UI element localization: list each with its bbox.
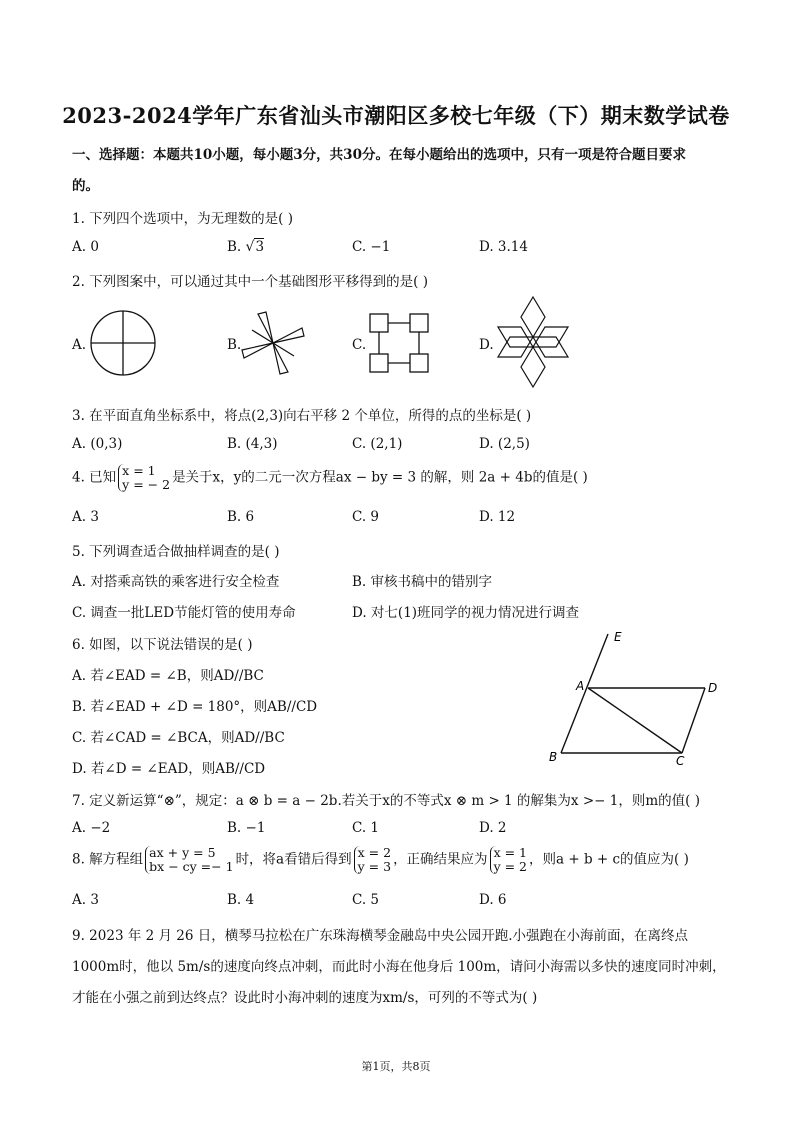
label-E: E: [614, 630, 622, 644]
q8-sys3-line2: y = 2: [493, 859, 527, 874]
q5-option-b: B. 审核书稿中的错别字: [352, 574, 493, 590]
label-A: A: [576, 679, 585, 693]
segment-AC: [588, 688, 682, 753]
q2-figure-b-pinwheel: [238, 308, 308, 378]
q4-option-c: C. 9: [352, 509, 380, 525]
q8-mid2: ，正确结果应为: [393, 851, 488, 868]
q3-option-b: B. (4,3): [227, 436, 278, 452]
q2-option-a: A.: [72, 337, 87, 353]
q4-equation-system: [118, 464, 170, 492]
q8-equation-system: [145, 846, 233, 874]
q6-option-c: C. 若∠CAD = ∠BCA，则AD//BC: [72, 730, 285, 746]
q2-stem: 2. 下列图案中，可以通过其中一个基础图形平移得到的是( ): [72, 274, 428, 290]
q1-option-d: D. 3.14: [479, 239, 528, 255]
q7-option-d: D. 2: [479, 820, 507, 836]
q8-pre: 8. 解方程组: [72, 851, 144, 868]
q8-option-b: B. 4: [227, 892, 255, 908]
q5-option-a: A. 对搭乘高铁的乘客进行安全检查: [72, 574, 280, 590]
q3-option-c: C. (2,1): [352, 436, 403, 452]
q2-option-c: C.: [352, 337, 367, 353]
q9-line2: 1000m时，他以 5m/s的速度向终点冲刺，而此时小海在他身后 100m，请问小海需以多快的速度同时冲刺，: [72, 959, 726, 975]
q4-post: 是关于x，y的二元一次方程ax − by = 3 的解，则 2a + 4b的值是( ): [172, 469, 588, 486]
q7-option-b: B. −1: [227, 820, 266, 836]
line-BE: [561, 634, 608, 753]
q3-option-a: A. (0,3): [72, 436, 123, 452]
q8-post: ，则a + b + c的值应为( ): [529, 851, 689, 868]
q4-option-a: A. 3: [72, 509, 99, 525]
q8-mid: 时，将a看错后得到: [235, 851, 352, 868]
q5-option-d: D. 对七(1)班同学的视力情况进行调查: [352, 605, 580, 621]
q1-option-a: A. 0: [72, 239, 99, 255]
q8-option-a: A. 3: [72, 892, 99, 908]
q7-stem: 7. 定义新运算“⊗”，规定：a ⊗ b = a − 2b.若关于x的不等式x ⊗ m > 1 的解集为x >− 1，则m的值( ): [72, 793, 700, 809]
q4-sys-line2: y = − 2: [122, 477, 171, 492]
q3-option-d: D. (2,5): [479, 436, 530, 452]
q8-option-d: D. 6: [479, 892, 507, 908]
q8-stem: [72, 846, 689, 874]
q6-option-a: A. 若∠EAD = ∠B，则AD//BC: [72, 668, 264, 684]
q2-option-b: B.: [227, 337, 242, 353]
q8-wrong-solution: [354, 846, 391, 874]
q5-stem: 5. 下列调查适合做抽样调查的是( ): [72, 544, 280, 560]
label-B: B: [549, 750, 558, 764]
q8-sys1-line2: bx − cy =− 1: [149, 859, 234, 874]
sqrt-sign: √: [245, 239, 255, 255]
q1-option-b: [227, 239, 264, 255]
label-C: C: [676, 754, 685, 768]
q2-figure-c-squares: [366, 310, 432, 376]
section-heading-line1: 一、选择题：本题共10小题，每小题3分，共30分。在每小题给出的选项中，只有一项是符合题目要求: [72, 147, 686, 163]
page-footer: 第1页，共8页: [361, 1060, 431, 1073]
q1-option-c: C. −1: [352, 239, 391, 255]
label-D: D: [708, 681, 718, 695]
q2-figure-a-circle: [88, 308, 158, 378]
q4-stem: [72, 464, 588, 492]
q9-line3: 才能在小强之前到达终点？设此时小海冲刺的速度为xm/s，可列的不等式为( ): [72, 990, 538, 1006]
page-title: 2023-2024学年广东省汕头市潮阳区多校七年级（下）期末数学试卷: [62, 103, 730, 128]
q4-sys-line1: x = 1: [122, 463, 156, 478]
q7-option-a: A. −2: [72, 820, 111, 836]
q6-option-d: D. 若∠D = ∠EAD，则AB//CD: [72, 761, 266, 777]
q8-correct-solution: [490, 846, 527, 874]
q2-figure-d-star: [492, 294, 574, 390]
q8-sys2-line1: x = 2: [357, 845, 392, 860]
q7-option-c: C. 1: [352, 820, 380, 836]
q8-sys3-line1: x = 1: [493, 845, 527, 860]
q8-option-c: C. 5: [352, 892, 380, 908]
q1-option-b-radicand: 3: [255, 239, 265, 255]
q9-line1: 9. 2023 年 2 月 26 日，横琴马拉松在广东珠海横琴金融岛中央公园开跑.小强跑在小海前面，在离终点: [72, 928, 689, 944]
q2-option-d: D.: [479, 337, 494, 353]
q5-option-c: C. 调查一批LED节能灯管的使用寿命: [72, 605, 296, 621]
segment-DC: [682, 688, 705, 753]
q8-sys1-line1: ax + y = 5: [149, 845, 216, 860]
q8-sys2-line2: y = 3: [357, 859, 392, 874]
q4-option-b: B. 6: [227, 509, 255, 525]
q1-option-b-prefix: B.: [227, 239, 246, 255]
q6-option-b: B. 若∠EAD + ∠D = 180°，则AB//CD: [72, 699, 318, 715]
q4-option-d: D. 12: [479, 509, 516, 525]
q6-geometry-figure: [540, 628, 740, 770]
q3-stem: 3. 在平面直角坐标系中，将点(2,3)向右平移 2 个单位，所得的点的坐标是( ): [72, 408, 532, 424]
section-heading-line2: 的。: [72, 178, 99, 194]
q4-pre: 4. 已知: [72, 469, 117, 486]
q6-stem: 6. 如图，以下说法错误的是( ): [72, 637, 253, 653]
q1-stem: 1. 下列四个选项中，为无理数的是( ): [72, 211, 293, 227]
